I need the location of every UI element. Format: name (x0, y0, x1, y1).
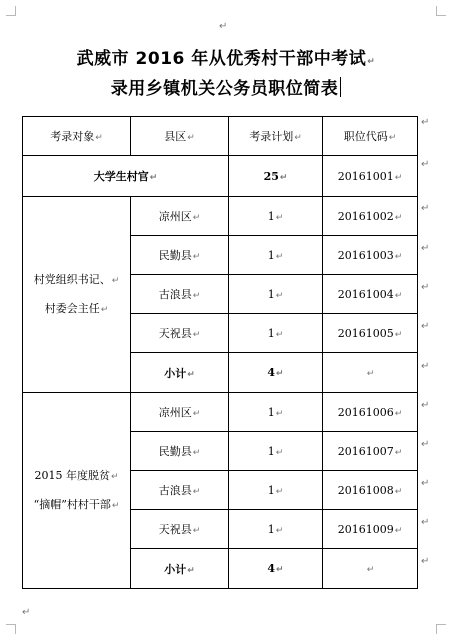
cell-plan: 1↵ (229, 510, 323, 549)
cell-plan: 1↵ (229, 432, 323, 471)
cell-code: 20161004↵ (323, 275, 418, 314)
cell-subtotal-label: 小计↵ (131, 353, 229, 393)
cell-county: 民勤县↵ (131, 236, 229, 275)
cell-county: 天祝县↵ (131, 510, 229, 549)
row-end-mark: ↵ (421, 321, 430, 332)
crop-mark-bottom-left (6, 624, 16, 634)
header-cell-county: 县区↵ (131, 117, 229, 156)
row-end-mark: ↵ (421, 517, 430, 528)
crop-mark-bottom-right (436, 624, 446, 634)
row-end-mark: ↵ (421, 203, 430, 214)
cell-code: 20161003↵ (323, 236, 418, 275)
row-end-mark: ↵ (421, 556, 430, 567)
row-end-mark: ↵ (421, 478, 430, 489)
header-cell-target: 考录对象↵ (23, 117, 131, 156)
header-cell-code: 职位代码↵ (323, 117, 418, 156)
cell-subtotal-label: 小计↵ (131, 549, 229, 589)
row-end-mark: ↵ (421, 400, 430, 411)
cell-subtotal-code: ↵ (323, 549, 418, 589)
table-row (23, 197, 418, 236)
cell-code: 20161001↵ (323, 156, 418, 197)
text-cursor (340, 77, 341, 97)
cell-target-group2: 2015 年度脱贫↵ “摘帽”村村干部↵ (23, 393, 131, 589)
cell-target-group1: 村党组织书记、↵ 村委会主任↵ (23, 197, 131, 393)
header-cell-plan: 考录计划↵ (229, 117, 323, 156)
crop-mark-top-right (436, 6, 446, 16)
cell-plan: 1↵ (229, 236, 323, 275)
paragraph-mark: ↵ (219, 21, 228, 32)
cell-plan: 1↵ (229, 314, 323, 353)
positions-table (22, 116, 418, 589)
cell-subtotal-plan: 4↵ (229, 549, 323, 589)
cell-plan: 1↵ (229, 471, 323, 510)
header-row (23, 117, 418, 156)
cell-plan: 25↵ (229, 156, 323, 197)
paragraph-mark: ↵ (22, 607, 31, 618)
cell-code: 20161009↵ (323, 510, 418, 549)
cell-plan: 1↵ (229, 393, 323, 432)
title-line-1: 武威市 2016 年从优秀村干部中考试↵ (76, 49, 376, 69)
cell-code: 20161007↵ (323, 432, 418, 471)
cell-code: 20161006↵ (323, 393, 418, 432)
cell-county: 天祝县↵ (131, 314, 229, 353)
cell-county: 凉州区↵ (131, 197, 229, 236)
row-end-mark: ↵ (421, 159, 430, 170)
row-end-mark: ↵ (421, 361, 430, 372)
cell-subtotal-code: ↵ (323, 353, 418, 393)
table-row (23, 156, 418, 197)
cell-subtotal-plan: 4↵ (229, 353, 323, 393)
cell-county: 古浪县↵ (131, 275, 229, 314)
cell-code: 20161008↵ (323, 471, 418, 510)
table-row (23, 393, 418, 432)
cell-county: 凉州区↵ (131, 393, 229, 432)
cell-target: 大学生村官↵ (23, 156, 229, 197)
cell-plan: 1↵ (229, 275, 323, 314)
row-end-mark: ↵ (421, 439, 430, 450)
crop-mark-top-left (6, 6, 16, 16)
row-end-mark: ↵ (421, 282, 430, 293)
cell-county: 民勤县↵ (131, 432, 229, 471)
row-end-mark: ↵ (421, 243, 430, 254)
cell-code: 20161005↵ (323, 314, 418, 353)
cell-code: 20161002↵ (323, 197, 418, 236)
title-line-2: 录用乡镇机关公务员职位简表 (0, 74, 452, 99)
cell-county: 古浪县↵ (131, 471, 229, 510)
cell-plan: 1↵ (229, 197, 323, 236)
row-end-mark: ↵ (421, 117, 430, 128)
